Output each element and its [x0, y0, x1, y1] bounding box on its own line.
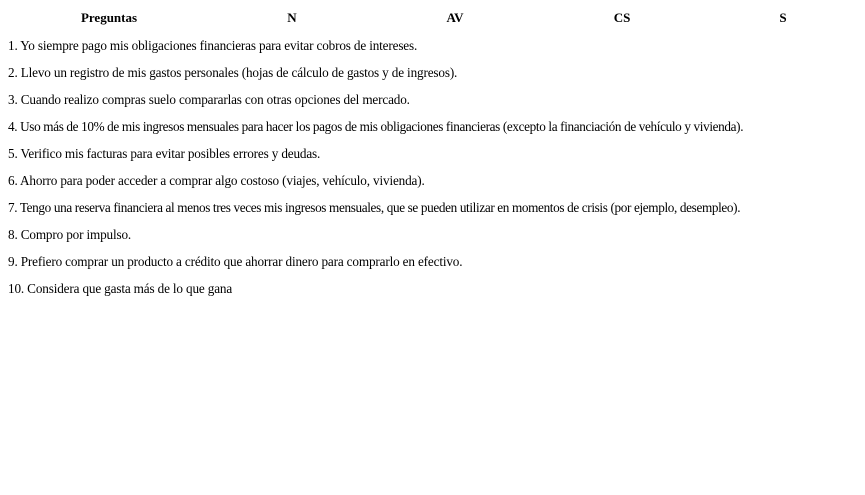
- question-row-1: 1. Yo siempre pago mis obligaciones financieras para evitar cobros de intereses.: [8, 38, 418, 53]
- question-row-7: 7. Tengo una reserva financiera al menos tres veces mis ingresos mensuales, que se pueden utilizar en momentos de crisis (por ejemplo, desempleo).: [8, 200, 741, 215]
- question-row-4: 4. Uso más de 10% de mis ingresos mensuales para hacer los pagos de mis obligaciones financieras (excepto la financiación de vehículo y vivienda).: [8, 119, 744, 134]
- column-header-s: S: [779, 10, 787, 25]
- question-row-8: 8. Compro por impulso.: [8, 227, 132, 242]
- question-row-10: 10. Considera que gasta más de lo que gana: [8, 281, 233, 296]
- question-list: [8, 37, 865, 307]
- column-header-n: N: [287, 10, 297, 25]
- table-header: [0, 10, 865, 28]
- question-row-6: 6. Ahorro para poder acceder a comprar algo costoso (viajes, vehículo, vivienda).: [8, 173, 425, 188]
- question-row-2: 2. Llevo un registro de mis gastos personales (hojas de cálculo de gastos y de ingresos).: [8, 65, 458, 80]
- question-row-5: 5. Verifico mis facturas para evitar posibles errores y deudas.: [8, 146, 321, 161]
- question-row-9: 9. Prefiero comprar un producto a crédito que ahorrar dinero para comprarlo en efectivo.: [8, 254, 463, 269]
- question-row-3: 3. Cuando realizo compras suelo compararlas con otras opciones del mercado.: [8, 92, 410, 107]
- column-header-preguntas: Preguntas: [80, 10, 138, 25]
- column-header-cs: CS: [613, 10, 631, 25]
- column-header-av: AV: [446, 10, 464, 25]
